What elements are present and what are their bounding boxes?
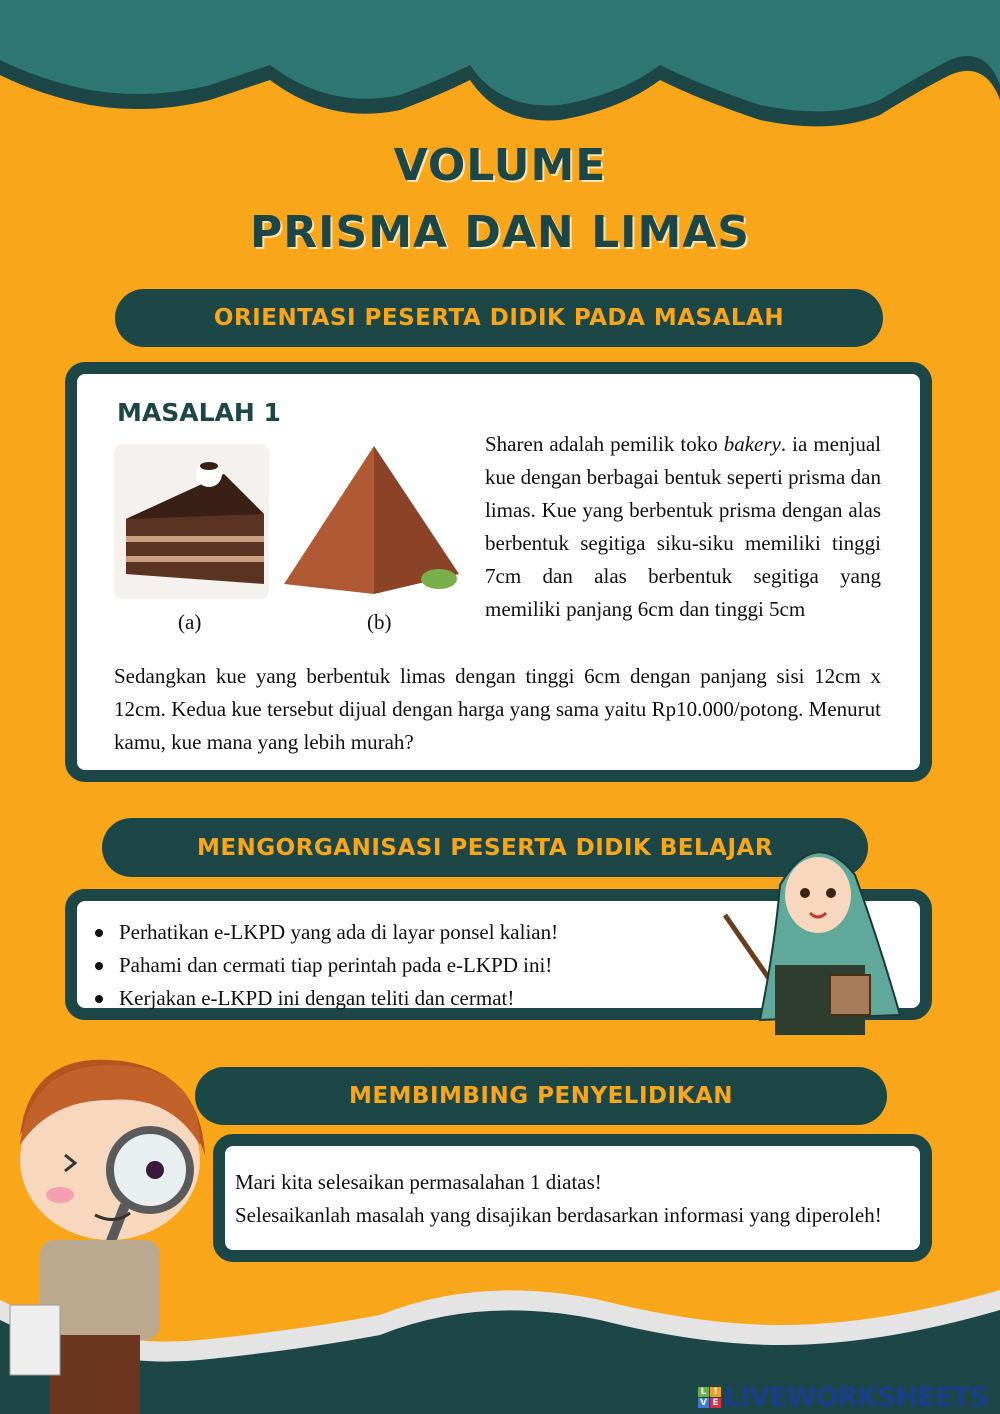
watermark-text: LIVEWORKSHEETS [724, 1382, 988, 1413]
logo-letter: L [698, 1387, 709, 1397]
title-line2: PRISMA DAN LIMAS [250, 207, 750, 258]
text-part: . ia menjual kue dengan berbagai bentuk seperti prisma dan limas. Kue yang berbentuk prisma dengan alas berbentuk segitiga siku-siku memiliki tinggi 7cm dan alas berbentuk segitiga yang memiliki panjang 6cm dan tinggi 5cm [485, 432, 881, 621]
problem-title: MASALAH 1 [117, 398, 281, 427]
list-item: Perhatikan e-LKPD yang ada di layar ponsel kalian! [77, 916, 558, 949]
pyramid-cake-image [279, 444, 464, 599]
problem-card [65, 362, 932, 782]
list-item: Kerjakan e-LKPD ini dengan teliti dan cermat! [77, 982, 558, 1015]
logo-letter: V [698, 1398, 709, 1408]
logo-letter: E [710, 1398, 721, 1408]
teacher-illustration [720, 825, 910, 1040]
prism-cake-image [114, 444, 269, 599]
text-part: Sharen adalah pemilik toko [485, 432, 724, 456]
investigation-card [213, 1134, 932, 1262]
caption-b: (b) [367, 610, 392, 634]
title-line1: VOLUME [393, 140, 607, 191]
list-item: Pahami dan cermati tiap perintah pada e-LKPD ini! [77, 949, 558, 982]
problem-text-bottom: Sedangkan kue yang berbentuk limas dengan tinggi 6cm dengan panjang sisi 12cm x 12cm. Kedua kue tersebut dijual dengan harga yang sama yaitu Rp10.000/potong. Menurut kamu, kue mana yang lebih murah? [114, 664, 881, 754]
boy-with-magnifier-illustration [0, 1045, 225, 1414]
section-header-organisasi: MENGORGANISASI PESERTA DIDIK BELAJAR [102, 818, 868, 877]
investigation-line1: Mari kita selesaikan permasalahan 1 diatas! [235, 1170, 602, 1194]
section-header-orientasi: ORIENTASI PESERTA DIDIK PADA MASALAH [115, 289, 883, 347]
investigation-line2: Selesaikanlah masalah yang disajikan berdasarkan informasi yang diperoleh! [235, 1203, 882, 1227]
instruction-list [77, 916, 558, 1015]
live-logo-icon [698, 1387, 721, 1408]
liveworksheets-watermark [698, 1382, 988, 1413]
logo-letter: I [710, 1387, 721, 1397]
problem-text-right [485, 428, 881, 626]
text-italic: bakery [723, 432, 781, 456]
section-header-penyelidikan: MEMBIMBING PENYELIDIKAN [195, 1067, 887, 1125]
caption-a: (a) [178, 610, 202, 634]
top-wave-decoration [0, 0, 1000, 140]
